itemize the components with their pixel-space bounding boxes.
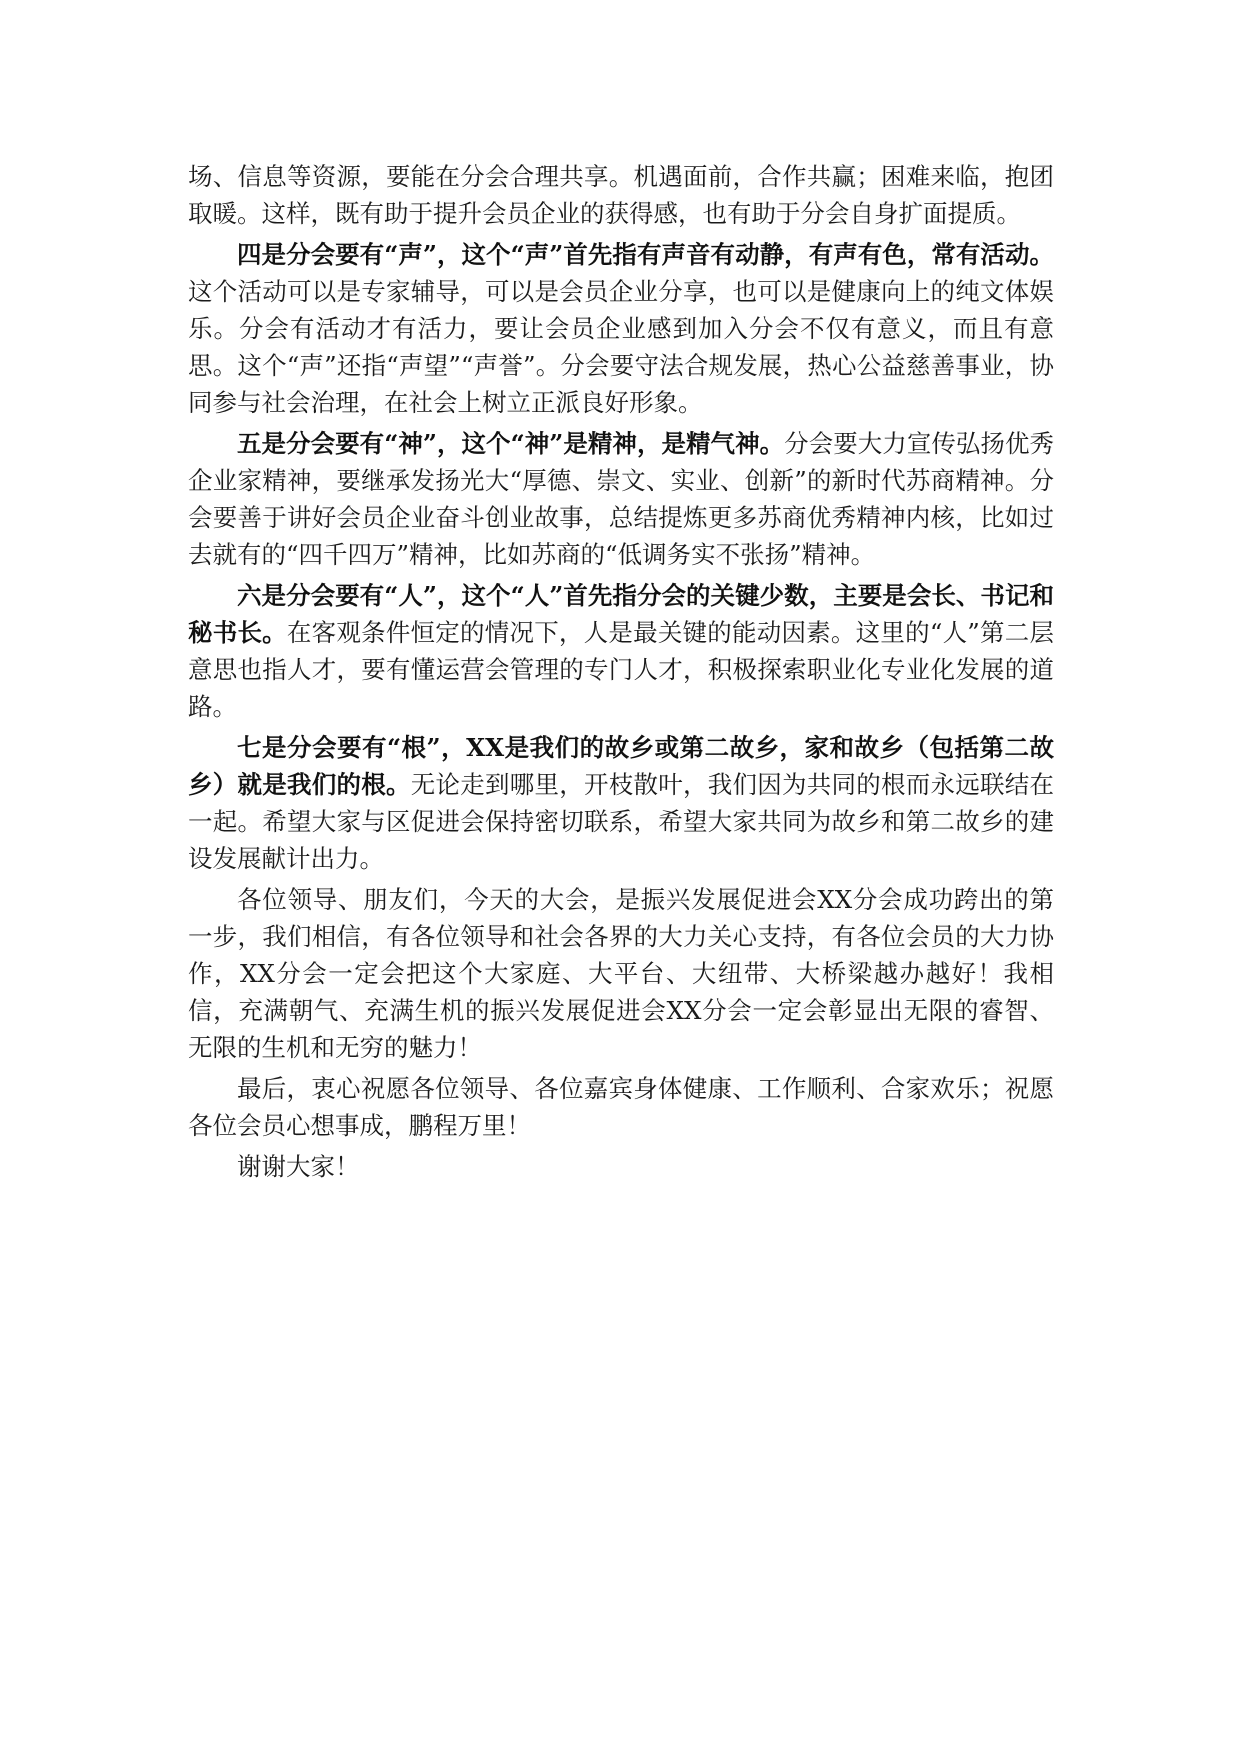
paragraph-text: 在客观条件恒定的情况下，人是最关键的能动因素。这里的“人”第二层意思也指人才，要有懂运营会管理的专门人才，积极探索职业化专业化发展的道路。 xyxy=(188,618,1054,721)
paragraph-text: 各位领导、朋友们，今天的大会，是振兴发展促进会XX分会成功跨出的第一步，我们相信，有各位领导和社会各界的大力关心支持，有各位会员的大力协作，XX分会一定会把这个大家庭、大平台、大纽带、大桥梁越办越好！我相信，充满朝气、充满生机的振兴发展促进会XX分会一定会彰显出无限的睿智、无限的生机和无穷的魅力！ xyxy=(188,885,1054,1062)
paragraph-shen xyxy=(188,425,1054,573)
paragraph-text: 无论走到哪里，开枝散叶，我们因为共同的根而永远联结在一起。希望大家与区促进会保持密切联系，希望大家共同为故乡和第二故乡的建设发展献计出力。 xyxy=(188,770,1054,873)
paragraph-closing-remarks xyxy=(188,881,1054,1066)
document-body xyxy=(188,158,1054,1189)
paragraph-lead: 七是分会要有“根”，XX是我们的故乡或第二故乡，家和故乡（包括第二故乡）就是我们的根。 xyxy=(188,733,1054,799)
paragraph-ren xyxy=(188,577,1054,725)
paragraph-text: 场、信息等资源，要能在分会合理共享。机遇面前，合作共赢；困难来临，抱团取暖。这样，既有助于提升会员企业的获得感，也有助于分会自身扩面提质。 xyxy=(188,162,1054,228)
paragraph-text: 这个活动可以是专家辅导，可以是会员企业分享，也可以是健康向上的纯文体娱乐。分会有活动才有活力，要让会员企业感到加入分会不仅有意义，而且有意思。这个“声”还指“声望”“声誉”。分会要守法合规发展，热心公益慈善事业，协同参与社会治理，在社会上树立正派良好形象。 xyxy=(188,277,1054,417)
paragraph-text: 最后，衷心祝愿各位领导、各位嘉宾身体健康、工作顺利、合家欢乐；祝愿各位会员心想事成，鹏程万里！ xyxy=(188,1074,1054,1140)
paragraph-thanks xyxy=(188,1148,1054,1185)
paragraph-resource-sharing xyxy=(188,158,1054,232)
paragraph-sheng xyxy=(188,236,1054,421)
paragraph-text: 分会要大力宣传弘扬优秀企业家精神，要继承发扬光大“厚德、崇文、实业、创新”的新时代苏商精神。分会要善于讲好会员企业奋斗创业故事，总结提炼更多苏商优秀精神内核，比如过去就有的“四千四万”精神，比如苏商的“低调务实不张扬”精神。 xyxy=(188,429,1055,569)
paragraph-lead: 四是分会要有“声”，这个“声”首先指有声音有动静，有声有色，常有活动。 xyxy=(237,240,1054,269)
paragraph-lead: 五是分会要有“神”，这个“神”是精神，是精气神。 xyxy=(237,429,785,458)
paragraph-gen xyxy=(188,729,1054,877)
paragraph-text: 谢谢大家！ xyxy=(237,1152,360,1181)
paragraph-lead: 六是分会要有“人”，这个“人”首先指分会的关键少数，主要是会长、书记和秘书长。 xyxy=(188,581,1054,647)
paragraph-wishes xyxy=(188,1070,1054,1144)
